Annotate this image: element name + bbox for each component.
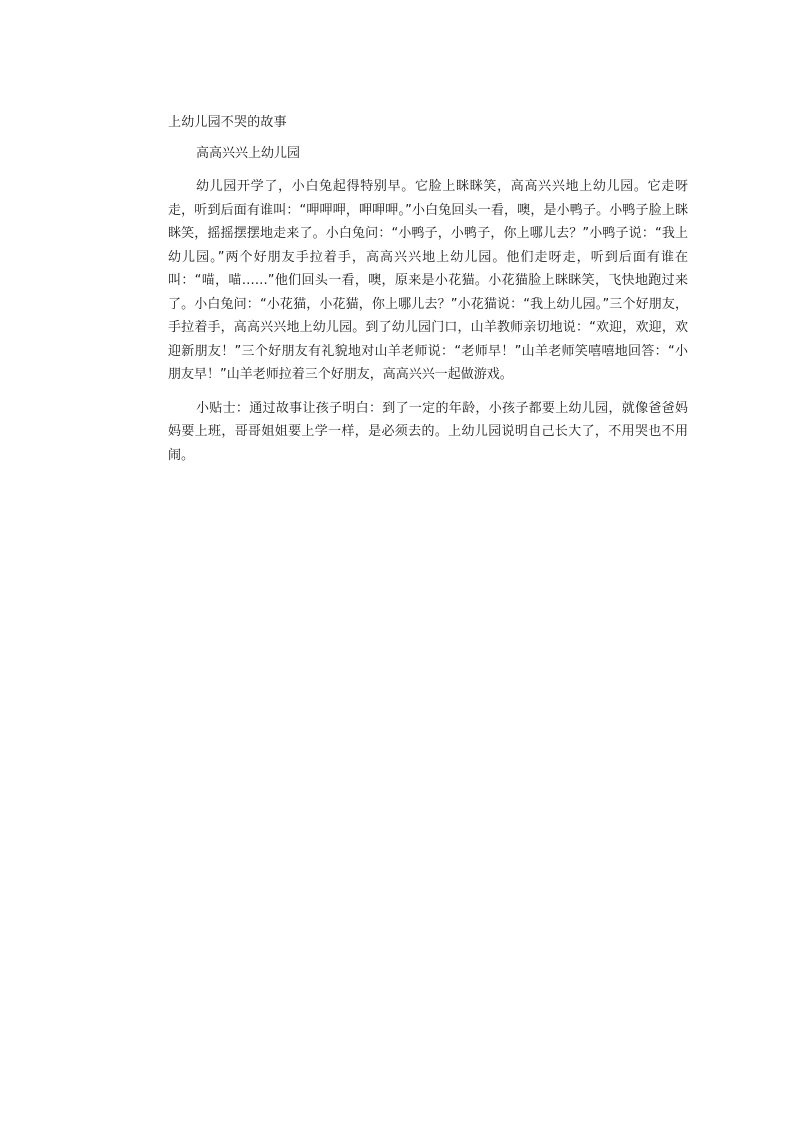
tips-paragraph: 小贴士：通过故事让孩子明白：到了一定的年龄，小孩子都要上幼儿园，就像爸爸妈妈要上班，哥哥姐姐要上学一样，是必须去的。上幼儿园说明自己长大了，不用哭也不用闹。 <box>168 400 688 463</box>
story-paragraph: 幼儿园开学了，小白兔起得特别早。它脸上眯眯笑，高高兴兴地上幼儿园。它走呀走，听到后面有谁叫：“呷呷呷，呷呷呷。”小白兔回头一看，噢，是小鸭子。小鸭子脸上眯眯笑，摇摇摆摆地走来了。小白兔问：“小鸭子，小鸭子，你上哪儿去？”小鸭子说：“我上幼儿园。”两个好朋友手拉着手，高高兴兴地上幼儿园。他们走呀走，听到后面有谁在叫：“喵，喵……”他们回头一看，噢，原来是小花猫。小花猫脸上眯眯笑，飞快地跑过来了。小白兔问：“小花猫，小花猫，你上哪儿去？”小花猫说：“我上幼儿园。”三个好朋友，手拉着手，高高兴兴地上幼儿园。到了幼儿园门口，山羊教师亲切地说：“欢迎，欢迎，欢迎新朋友！”三个好朋友有礼貌地对山羊老师说：“老师早！”山羊老师笑嘻嘻地回答：“小朋友早！”山羊老师拉着三个好朋友，高高兴兴一起做游戏。 <box>168 179 688 382</box>
document-body <box>168 112 688 477</box>
story-subtitle: 高高兴兴上幼儿园 <box>196 146 301 161</box>
document-title: 上幼儿园不哭的故事 <box>168 115 287 130</box>
